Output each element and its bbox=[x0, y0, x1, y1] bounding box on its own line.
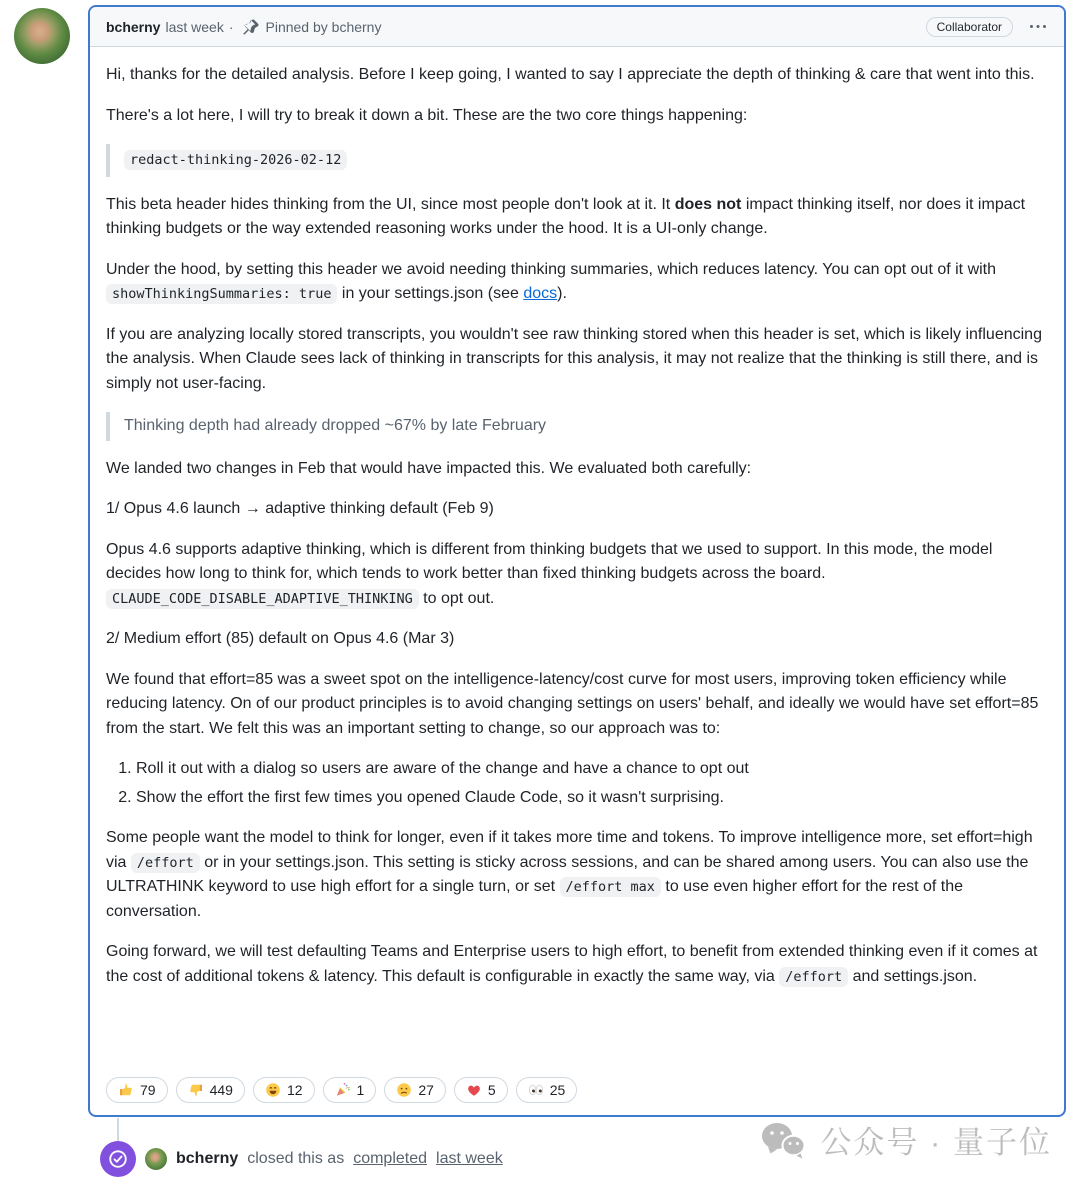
blockquote: Thinking depth had already dropped ~67% by late February bbox=[106, 412, 1048, 441]
pinned-comment bbox=[88, 5, 1066, 1117]
closed-event bbox=[100, 1141, 503, 1177]
avatar[interactable] bbox=[14, 8, 70, 64]
list-item: 2. Show the effort the first few times you opened Claude Code, so it wasn't surprising. bbox=[136, 786, 1048, 811]
inline-code: showThinkingSummaries: true bbox=[106, 284, 337, 304]
event-action-text: closed this as bbox=[247, 1150, 345, 1167]
text-run: impact thinking itself, nor does it impact thinking budgets or the way extended reasoning works under the hood. It is a UI-only change. bbox=[106, 195, 1026, 237]
paragraph: If you are analyzing locally stored transcripts, you wouldn't see raw thinking stored when this header is set, which is likely influencing the analysis. When Claude sees lack of thinking in transcripts for this analysis, it may not realize that the thinking is still there, and is simply not user-facing. bbox=[106, 325, 1042, 392]
reaction-count: 449 bbox=[209, 1082, 233, 1098]
reaction-count: 12 bbox=[286, 1082, 303, 1098]
paragraph bbox=[106, 193, 1048, 242]
reaction-tada[interactable] bbox=[323, 1077, 377, 1103]
text-run: to use even higher effort for the rest of the conversation. bbox=[106, 878, 964, 920]
issue-closed-badge bbox=[100, 1141, 136, 1177]
comment-timestamp[interactable]: last week bbox=[165, 18, 224, 35]
paragraph: 1/ Opus 4.6 launch → adaptive thinking default (Feb 9) bbox=[106, 500, 494, 517]
text-run: and settings.json. bbox=[848, 967, 978, 985]
text-run: Under the hood, by setting this header we avoid needing thinking summaries, which reduces latency. You can opt out of it with bbox=[106, 260, 997, 278]
comment-header bbox=[90, 7, 1064, 47]
tada-icon bbox=[335, 1082, 351, 1098]
bold-text: does not bbox=[674, 195, 742, 213]
issue-closed-icon bbox=[108, 1149, 128, 1169]
avatar[interactable] bbox=[145, 1148, 167, 1170]
reaction-count: 5 bbox=[487, 1082, 496, 1098]
paragraph bbox=[106, 826, 1048, 924]
pinned-by-text: Pinned by bcherny bbox=[265, 18, 382, 35]
reaction-count: 79 bbox=[140, 1082, 156, 1098]
watermark-text: 公众号 · 量子位 bbox=[820, 1125, 1052, 1160]
reaction-count: 27 bbox=[418, 1082, 434, 1098]
docs-link[interactable]: docs bbox=[523, 285, 558, 302]
text-run: This beta header hides thinking from the UI, since most people don't look at it. It bbox=[106, 195, 675, 213]
inline-code: CLAUDE_CODE_DISABLE_ADAPTIVE_THINKING bbox=[106, 589, 419, 609]
ordered-list bbox=[106, 757, 1048, 810]
reaction-thumbs-down[interactable] bbox=[176, 1077, 245, 1103]
inline-code: redact-thinking-2026-02-12 bbox=[124, 150, 347, 170]
reaction-thumbs-up[interactable] bbox=[106, 1077, 168, 1103]
inline-code: /effort bbox=[779, 967, 848, 987]
pin-icon bbox=[243, 19, 259, 35]
list-item: 1. Roll it out with a dialog so users are aware of the change and have a chance to opt out bbox=[136, 757, 1048, 782]
text-run: Going forward, we will test defaulting Teams and Enterprise users to high effort, to benefit from extended thinking even if it comes at the cost of additional tokens & latency. This default is configurable in exactly the same way, via bbox=[106, 943, 1038, 985]
wechat-icon bbox=[760, 1121, 806, 1159]
collaborator-badge: Collaborator bbox=[926, 17, 1013, 37]
reaction-count: 1 bbox=[356, 1082, 365, 1098]
kebab-menu-icon[interactable] bbox=[1028, 17, 1048, 37]
paragraph: Hi, thanks for the detailed analysis. Before I keep going, I wanted to say I appreciate the depth of thinking & care that went into this. bbox=[106, 66, 1035, 83]
watermark bbox=[760, 1117, 1052, 1162]
heart-icon bbox=[466, 1082, 482, 1098]
text-run: to opt out. bbox=[418, 589, 495, 607]
reactions-bar bbox=[106, 1077, 577, 1103]
smile-icon bbox=[265, 1082, 281, 1098]
inline-code: /effort max bbox=[560, 877, 661, 897]
comment-author-link[interactable]: bcherny bbox=[106, 18, 161, 35]
paragraph: There's a lot here, I will try to break it down a bit. These are the two core things happening: bbox=[106, 106, 748, 124]
text-run: in your settings.json (see bbox=[337, 285, 524, 302]
thumbs-down-icon bbox=[188, 1082, 204, 1098]
paragraph: We landed two changes in Feb that would have impacted this. We evaluated both carefully: bbox=[106, 459, 752, 477]
event-state: completed bbox=[353, 1150, 428, 1167]
reaction-smile[interactable] bbox=[253, 1077, 315, 1103]
thumbs-up-icon bbox=[118, 1082, 134, 1098]
paragraph: 2/ Medium effort (85) default on Opus 4.6 (Mar 3) bbox=[106, 630, 455, 647]
reaction-eyes[interactable] bbox=[516, 1077, 578, 1103]
reaction-heart[interactable] bbox=[454, 1077, 508, 1103]
inline-code: /effort bbox=[131, 853, 200, 873]
text-run: or in your settings.json. This setting is sticky across sessions, and can be shared among users. You can also use the ULTRATHINK keyword to use high effort for a single turn, or set bbox=[106, 853, 1029, 895]
paragraph bbox=[106, 258, 1048, 307]
text-run: Some people want the model to think for longer, even if it takes more time and tokens. To improve intelligence more, set effort=high via bbox=[106, 829, 1033, 871]
comment-body bbox=[90, 47, 1064, 1021]
reaction-count: 25 bbox=[549, 1082, 566, 1098]
text-run: ). bbox=[557, 285, 567, 302]
eyes-icon bbox=[528, 1082, 544, 1098]
separator-dot: · bbox=[228, 18, 234, 35]
confused-icon bbox=[396, 1082, 412, 1098]
event-author-link[interactable]: bcherny bbox=[176, 1150, 239, 1167]
paragraph bbox=[106, 940, 1048, 989]
paragraph bbox=[106, 538, 1048, 612]
paragraph: We found that effort=85 was a sweet spot on the intelligence-latency/cost curve for most users, improving token efficiency while reducing latency. On of our product principles is to avoid changing settings on users' behalf, and ideally we would have set effort=85 from the start. We felt this was an important setting to change, so our approach was to: bbox=[106, 670, 1039, 737]
event-timestamp[interactable]: last week bbox=[436, 1150, 503, 1167]
blockquote bbox=[106, 144, 1048, 177]
reaction-confused[interactable] bbox=[384, 1077, 446, 1103]
text-run: Opus 4.6 supports adaptive thinking, which is different from thinking budgets that we used to support. In this mode, the model decides how long to think for, which tends to work better than fixed thinking budgets across the board. bbox=[106, 540, 993, 582]
